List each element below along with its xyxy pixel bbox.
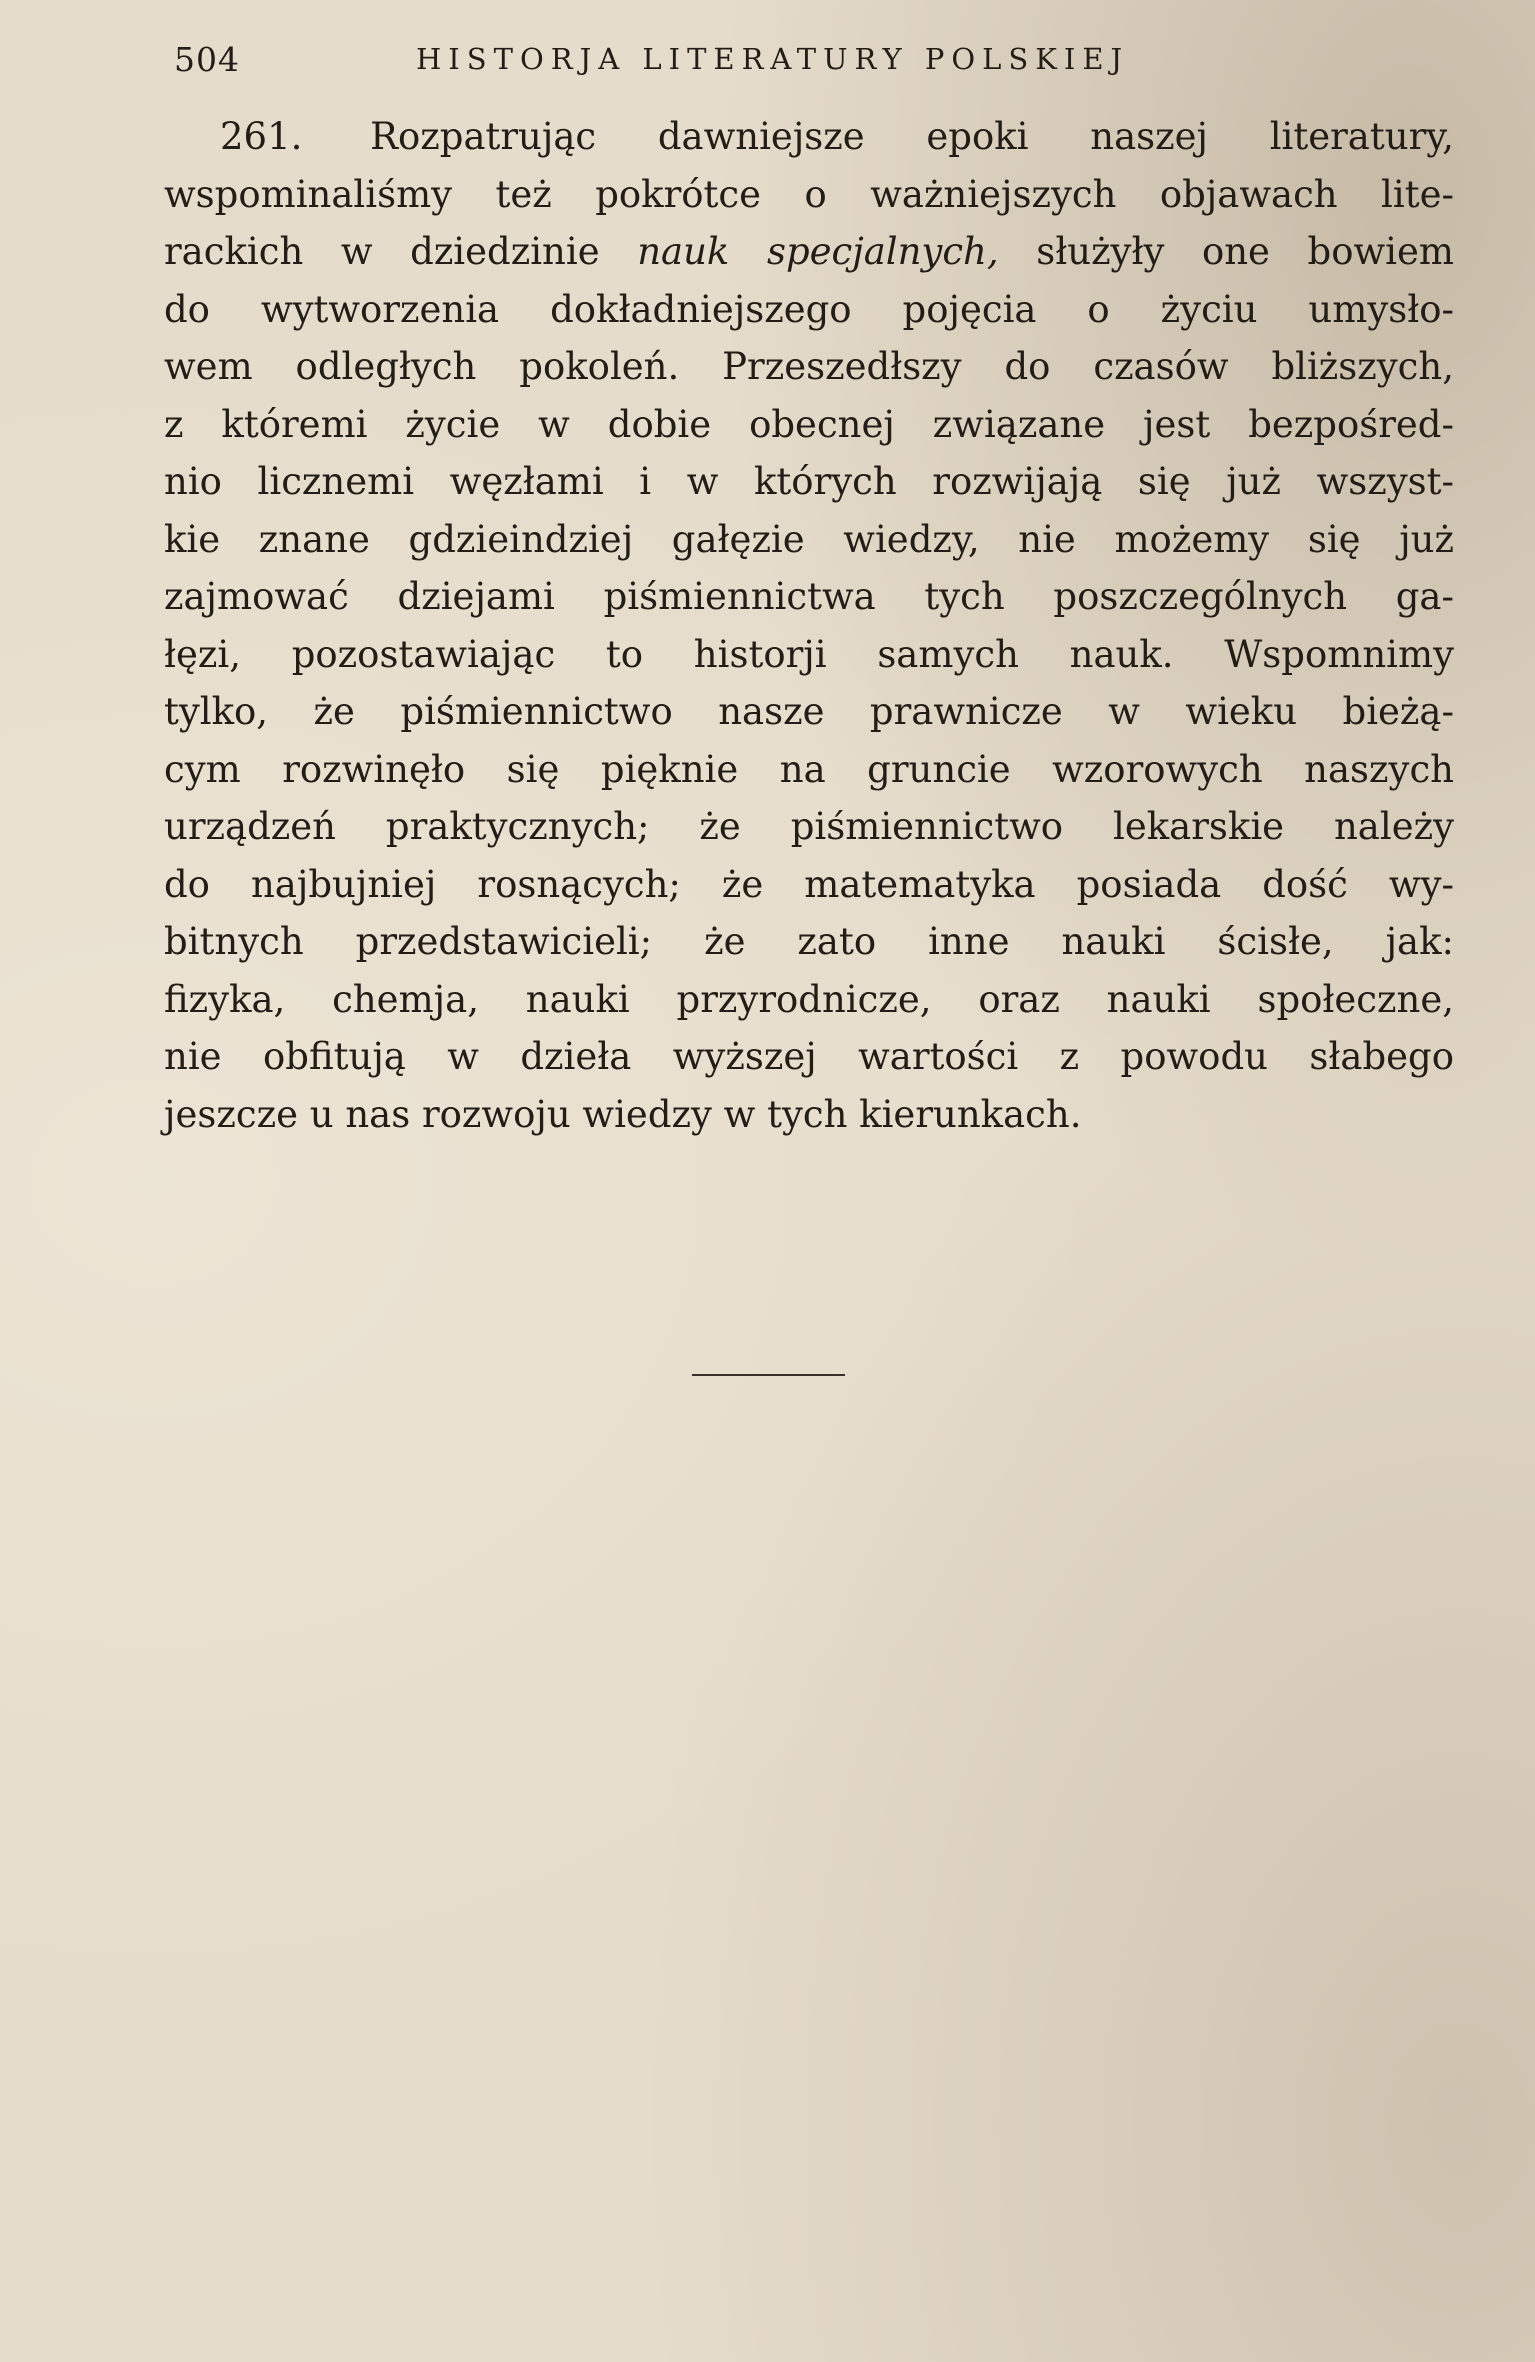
text-line: nio licznemi węzłami i w których rozwijają się już wszyst-	[164, 460, 1454, 503]
text-line: bitnych przedstawicieli; że zato inne nauki ścisłe, jak:	[164, 920, 1454, 963]
text-line	[164, 108, 1454, 166]
page-number: 504	[174, 40, 240, 79]
section-divider	[692, 1374, 845, 1376]
text-line: do najbujniej rosnących; że matematyka posiada dość wy-	[164, 862, 1454, 906]
paragraph-261	[164, 108, 1454, 1143]
running-title: HISTORJA LITERATURY POLSKIEJ	[416, 42, 1130, 76]
paragraph-number: 261.	[220, 115, 303, 158]
text-line: z któremi życie w dobie obecnej związane jest bezpośred-	[164, 402, 1454, 446]
line-text: rackich w dziedzinie	[164, 230, 638, 273]
text-line	[164, 223, 1454, 281]
text-line: jeszcze u nas rozwoju wiedzy w tych kierunkach.	[164, 1092, 1082, 1136]
text-line: fizyka, chemja, nauki przyrodnicze, oraz nauki społeczne,	[164, 977, 1454, 1021]
text-line: nie obfitują w dzieła wyższej wartości z powodu słabego	[164, 1035, 1454, 1078]
text-line: wspominaliśmy też pokrótce o ważniejszych objawach lite-	[164, 172, 1454, 216]
text-line: kie znane gdzieindziej gałęzie wiedzy, nie możemy się już	[164, 517, 1454, 561]
line-text: Rozpatrując dawniejsze epoki naszej literatury,	[370, 115, 1455, 158]
text-line: cym rozwinęło się pięknie na gruncie wzorowych naszych	[164, 747, 1454, 791]
text-line: urządzeń praktycznych; że piśmiennictwo lekarskie należy	[164, 805, 1454, 848]
line-text: służyły one bowiem	[998, 230, 1454, 273]
text-line: łęzi, pozostawiając to historji samych nauk. Wspomnimy	[164, 632, 1454, 676]
running-head	[170, 38, 1460, 88]
text-line: zajmować dziejami piśmiennictwa tych poszczególnych ga-	[164, 575, 1454, 618]
text-line: wem odległych pokoleń. Przeszedłszy do czasów bliższych,	[164, 345, 1454, 388]
text-line: do wytworzenia dokładniejszego pojęcia o życiu umysło-	[164, 287, 1454, 331]
italic-emphasis: nauk specjalnych,	[637, 230, 999, 273]
text-line: tylko, że piśmiennictwo nasze prawnicze w wieku bieżą-	[164, 690, 1454, 733]
